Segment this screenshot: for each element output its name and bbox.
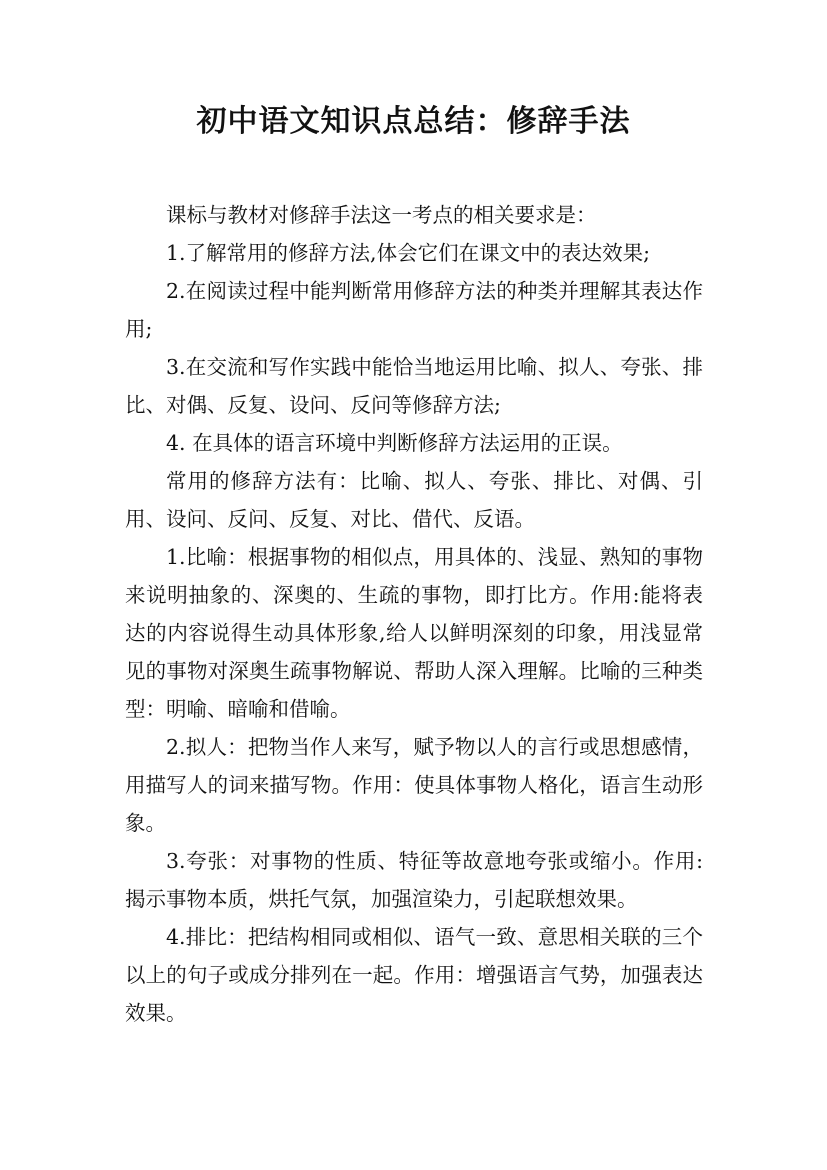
- paragraph-personification: 2.拟人：把物当作人来写，赋予物以人的言行或思想感情，用描写人的词来描写物。作用：使具体事物人格化，语言生动形象。: [125, 735, 703, 835]
- paragraph-requirement-4: 4. 在具体的语言环境中判断修辞方法运用的正误。: [166, 431, 623, 455]
- paragraph-metaphor: 1.比喻：根据事物的相似点，用具体的、浅显、熟知的事物来说明抽象的、深奥的、生疏的事物，即打比方。作用:能将表达的内容说得生动具体形象,给人以鲜明深刻的印象，用浅显常见的事物对深奥生疏事物解说、帮助人深入理解。比喻的三种类型：明喻、暗喻和借喻。: [125, 545, 703, 721]
- document-body: [125, 196, 703, 1032]
- document-title: 初中语文知识点总结：修辞手法: [196, 104, 631, 139]
- paragraph-parallelism: 4.排比：把结构相同或相似、语气一致、意思相关联的三个以上的句子或成分排列在一起。作用：增强语言气势，加强表达效果。: [125, 925, 703, 1025]
- paragraph-common-methods: 常用的修辞方法有：比喻、拟人、夸张、排比、对偶、引用、设问、反问、反复、对比、借代、反语。: [125, 469, 703, 531]
- paragraph-intro: 课标与教材对修辞手法这一考点的相关要求是：: [166, 203, 597, 227]
- paragraph-hyperbole: 3.夸张：对事物的性质、特征等故意地夸张或缩小。作用:揭示事物本质，烘托气氛，加强渲染力，引起联想效果。: [125, 849, 703, 911]
- paragraph-requirement-2: 2.在阅读过程中能判断常用修辞方法的种类并理解其表达作用;: [125, 279, 703, 341]
- paragraph-requirement-3: 3.在交流和写作实践中能恰当地运用比喻、拟人、夸张、排比、对偶、反复、设问、反问等修辞方法;: [125, 355, 703, 417]
- paragraph-requirement-1: 1.了解常用的修辞方法,体会它们在课文中的表达效果;: [166, 241, 650, 265]
